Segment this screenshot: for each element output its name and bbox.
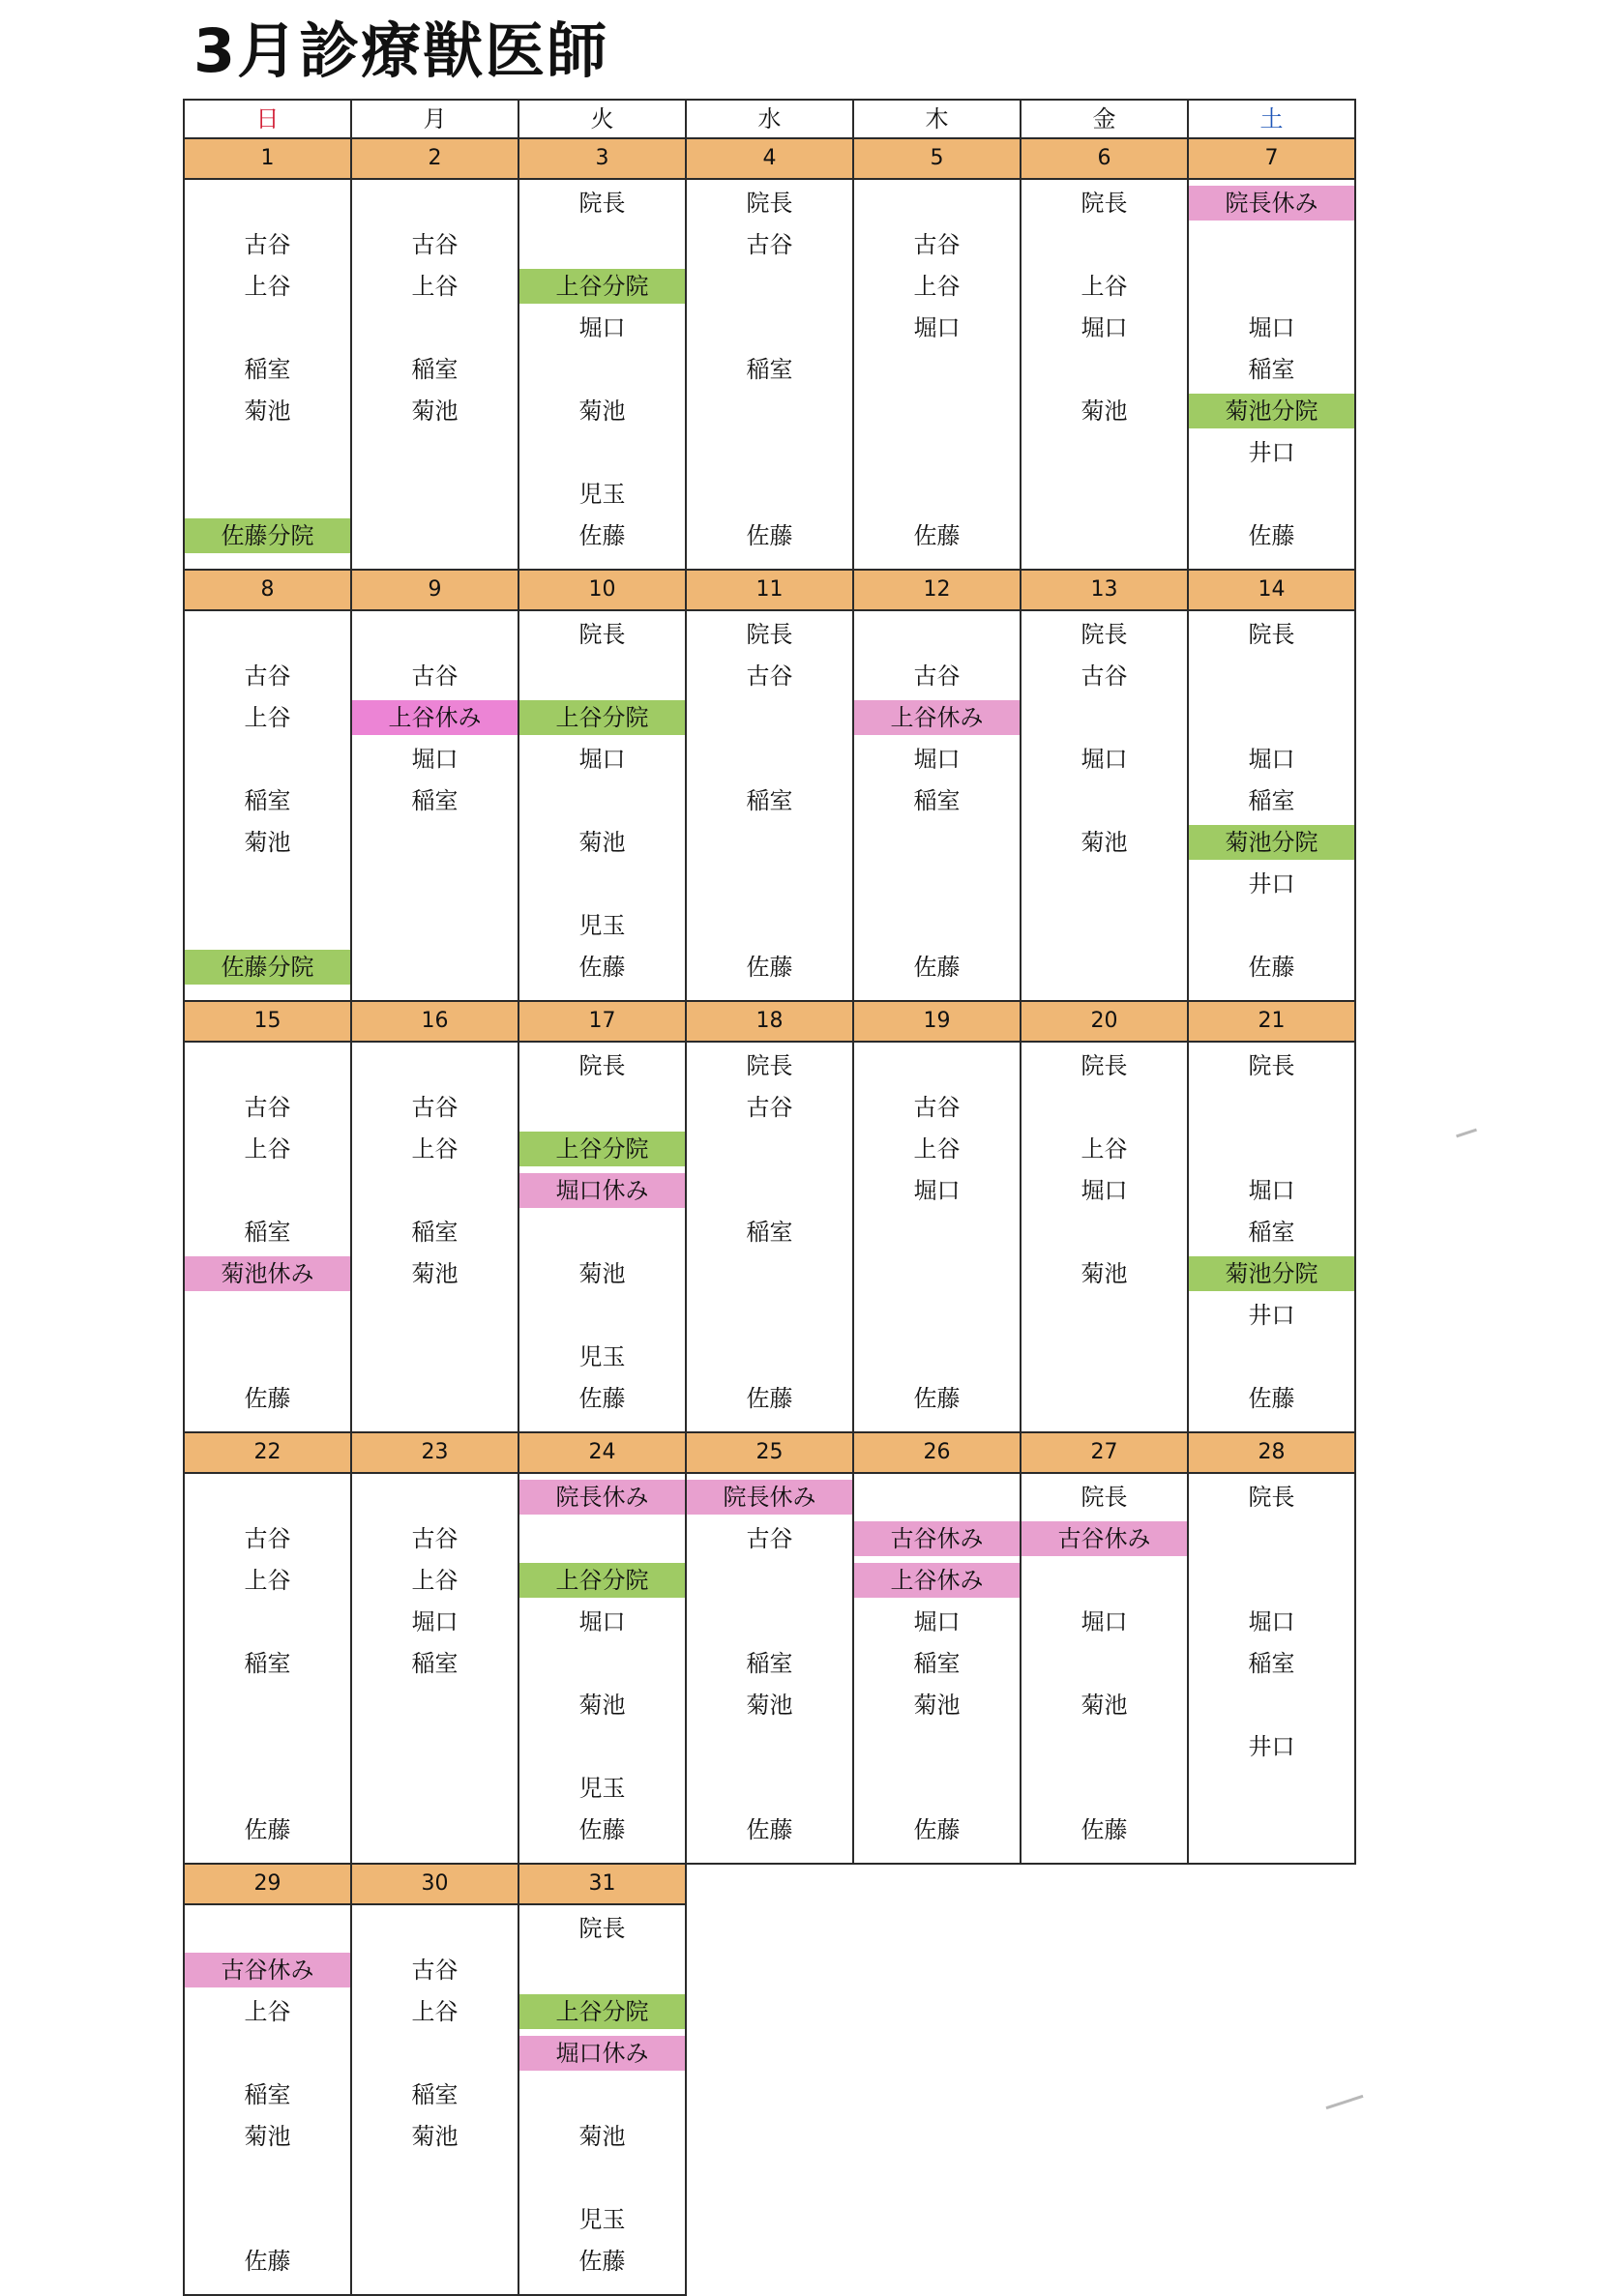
vet-name: 堀口 [1248,314,1295,341]
vet-name: 院長 [1081,190,1128,217]
vet-name: 古谷 [913,662,961,690]
vet-name: 院長 [1081,1052,1128,1079]
vet-name: 古谷 [913,1094,961,1121]
date-number: 11 [686,570,853,610]
vet-name: 院長 [746,1052,793,1079]
vet-name: 稲室 [1248,356,1295,383]
vet-name: 堀口 [913,746,961,773]
vet-name: 堀口 [1248,1177,1295,1204]
vet-name: 稲室 [1248,787,1295,814]
date-number: 31 [518,1864,686,1904]
vet-name: 児玉 [578,912,626,939]
vet-name: 菊池 [1081,829,1128,856]
vet-name: 稲室 [746,1219,793,1246]
vet-name: 佐藤 [244,1385,291,1412]
day-schedule-cell [1021,1042,1188,1432]
vet-name: 稲室 [746,1650,793,1677]
vet-name: 院長 [578,190,626,217]
date-number: 27 [1021,1432,1188,1473]
day-off-badge: 古谷休み [1022,1521,1187,1556]
branch-assignment-badge: 佐藤分院 [185,950,350,985]
date-number: 26 [853,1432,1021,1473]
date-number: 14 [1188,570,1355,610]
vet-name: 稲室 [411,1650,459,1677]
vet-name: 上谷 [1081,273,1128,300]
vet-name: 古谷 [1081,662,1128,690]
branch-assignment-badge: 佐藤分院 [185,518,350,553]
vet-name: 院長 [1248,621,1295,648]
branch-assignment-badge: 上谷分院 [519,1994,685,2029]
day-schedule-cell [686,1473,853,1864]
day-schedule-cell [351,1042,518,1432]
vet-name: 堀口 [578,314,626,341]
vet-name: 堀口 [1081,1608,1128,1635]
vet-name: 古谷 [244,1525,291,1552]
vet-name: 院長 [578,1052,626,1079]
day-schedule-cell [686,1042,853,1432]
vet-name: 菊池 [578,1692,626,1719]
date-number: 24 [518,1432,686,1473]
vet-name: 院長 [578,1915,626,1942]
vet-name: 稲室 [746,787,793,814]
vet-name: 堀口 [913,1608,961,1635]
date-number: 13 [1021,570,1188,610]
vet-name: 上谷 [244,1998,291,2025]
day-schedule-cell [351,179,518,570]
day-off-badge: 上谷休み [352,700,518,735]
branch-assignment-badge: 上谷分院 [519,1132,685,1166]
vet-name: 佐藤 [913,522,961,549]
vet-name: 稲室 [411,1219,459,1246]
vet-name: 堀口 [578,1608,626,1635]
vet-name: 佐藤 [746,1385,793,1412]
vet-name: 堀口 [1081,1177,1128,1204]
vet-name: 児玉 [578,1343,626,1370]
date-number: 2 [351,138,518,179]
day-off-badge: 院長休み [519,1480,685,1515]
vet-name: 堀口 [578,746,626,773]
date-number: 6 [1021,138,1188,179]
schedule-row [184,610,1355,1001]
vet-name: 古谷 [411,1957,459,1984]
vet-name: 菊池 [1081,1260,1128,1287]
vet-name: 児玉 [578,1775,626,1802]
vet-name: 佐藤 [1248,1385,1295,1412]
pen-mark [1456,1129,1477,1138]
vet-name: 院長 [1081,1484,1128,1511]
day-schedule-cell [853,610,1021,1001]
calendar [183,99,1356,2296]
vet-name: 佐藤 [913,954,961,981]
vet-name: 院長 [1248,1484,1295,1511]
vet-name: 佐藤 [244,1816,291,1843]
vet-name: 稲室 [244,1650,291,1677]
schedule-row [184,1473,1355,1864]
day-schedule-cell [518,179,686,570]
vet-name: 古谷 [746,1094,793,1121]
vet-name: 上谷 [1081,1135,1128,1163]
vet-name: 古谷 [411,662,459,690]
vet-name: 稲室 [244,787,291,814]
day-schedule-cell [518,610,686,1001]
day-schedule-cell [184,610,351,1001]
day-of-week-header: 水 [686,100,853,138]
vet-name: 上谷 [244,273,291,300]
vet-name: 井口 [1248,870,1295,898]
day-schedule-cell [184,179,351,570]
date-number: 16 [351,1001,518,1042]
vet-name: 佐藤 [746,1816,793,1843]
day-of-week-header: 金 [1021,100,1188,138]
date-number-row [184,1001,1355,1042]
vet-name: 堀口 [1248,1608,1295,1635]
vet-name: 稲室 [1248,1650,1295,1677]
branch-assignment-badge: 菊池分院 [1189,825,1354,860]
day-schedule-cell [853,1042,1021,1432]
vet-name: 佐藤 [244,2248,291,2275]
day-schedule-cell [1021,610,1188,1001]
vet-name: 菊池 [913,1692,961,1719]
vet-name: 菊池 [1081,397,1128,425]
vet-name: 佐藤 [578,1385,626,1412]
empty-cell [1188,1864,1355,1904]
date-number-row [184,138,1355,179]
vet-name: 稲室 [913,1650,961,1677]
date-number: 28 [1188,1432,1355,1473]
day-schedule-cell [1188,610,1355,1001]
vet-name: 佐藤 [578,522,626,549]
vet-name: 古谷 [411,231,459,258]
date-number: 15 [184,1001,351,1042]
vet-name: 古谷 [746,231,793,258]
vet-name: 上谷 [244,704,291,731]
date-number: 21 [1188,1001,1355,1042]
day-schedule-cell [1188,1042,1355,1432]
vet-name: 佐藤 [913,1385,961,1412]
vet-name: 堀口 [913,1177,961,1204]
vet-name: 稲室 [244,2081,291,2108]
vet-name: 菊池 [244,829,291,856]
date-number: 19 [853,1001,1021,1042]
date-number: 25 [686,1432,853,1473]
day-schedule-cell [1188,1473,1355,1864]
day-off-badge: 古谷休み [854,1521,1020,1556]
vet-name: 上谷 [411,1135,459,1163]
vet-name: 佐藤 [1248,954,1295,981]
date-number: 3 [518,138,686,179]
day-schedule-cell [351,1473,518,1864]
day-schedule-cell [1021,1473,1188,1864]
date-number: 9 [351,570,518,610]
vet-name: 佐藤 [1081,1816,1128,1843]
vet-name: 古谷 [913,231,961,258]
vet-name: 稲室 [411,2081,459,2108]
empty-cell [686,1864,853,1904]
vet-name: 菊池 [1081,1692,1128,1719]
date-number: 29 [184,1864,351,1904]
day-schedule-cell [1188,179,1355,570]
vet-name: 佐藤 [578,1816,626,1843]
date-number: 8 [184,570,351,610]
day-off-badge: 古谷休み [185,1953,350,1987]
empty-cell [853,1864,1021,1904]
vet-name: 上谷 [244,1567,291,1594]
day-schedule-cell [518,1042,686,1432]
vet-name: 菊池 [411,1260,459,1287]
date-number: 30 [351,1864,518,1904]
vet-name: 稲室 [746,356,793,383]
vet-name: 稲室 [411,356,459,383]
branch-assignment-badge: 上谷分院 [519,269,685,304]
vet-name: 佐藤 [746,954,793,981]
vet-name: 上谷 [913,1135,961,1163]
vet-name: 上谷 [411,1567,459,1594]
vet-name: 院長 [578,621,626,648]
vet-name: 古谷 [411,1094,459,1121]
day-of-week-row [184,100,1355,138]
vet-name: 堀口 [411,1608,459,1635]
date-number-row [184,570,1355,610]
day-schedule-cell [351,1904,518,2295]
vet-name: 院長 [1081,621,1128,648]
vet-name: 堀口 [1081,746,1128,773]
day-schedule-cell [184,1904,351,2295]
vet-name: 堀口 [1248,746,1295,773]
vet-name: 稲室 [411,787,459,814]
vet-name: 堀口 [913,314,961,341]
vet-name: 稲室 [1248,1219,1295,1246]
date-number: 10 [518,570,686,610]
day-of-week-header: 日 [184,100,351,138]
date-number: 4 [686,138,853,179]
day-schedule-cell [1021,179,1188,570]
vet-name: 井口 [1248,439,1295,466]
date-number: 22 [184,1432,351,1473]
branch-assignment-badge: 上谷分院 [519,1563,685,1598]
vet-name: 稲室 [913,787,961,814]
vet-name: 菊池 [746,1692,793,1719]
vet-name: 佐藤 [578,2248,626,2275]
schedule-row [184,179,1355,570]
date-number: 18 [686,1001,853,1042]
day-schedule-cell [518,1904,686,2295]
day-of-week-header: 火 [518,100,686,138]
schedule-row [184,1904,1355,2295]
day-of-week-header: 木 [853,100,1021,138]
vet-name: 上谷 [913,273,961,300]
vet-name: 児玉 [578,2206,626,2233]
branch-assignment-badge: 菊池分院 [1189,394,1354,428]
page-title: 3月診療獣医師 [193,15,609,86]
day-off-badge: 院長休み [687,1480,852,1515]
vet-name: 菊池 [578,397,626,425]
empty-cell [853,1904,1021,2295]
day-off-badge: 上谷休み [854,700,1020,735]
vet-name: 佐藤 [578,954,626,981]
vet-name: 菊池 [578,829,626,856]
vet-name: 児玉 [578,481,626,508]
vet-name: 古谷 [244,231,291,258]
vet-name: 古谷 [746,1525,793,1552]
vet-name: 菊池 [244,397,291,425]
branch-assignment-badge: 菊池分院 [1189,1256,1354,1291]
date-number-row [184,1432,1355,1473]
calendar-table [183,99,1356,2296]
vet-name: 菊池 [411,2123,459,2150]
empty-cell [1021,1864,1188,1904]
vet-name: 佐藤 [746,522,793,549]
vet-name: 上谷 [411,273,459,300]
day-of-week-header: 土 [1188,100,1355,138]
vet-name: 堀口 [1081,314,1128,341]
vet-name: 上谷 [244,1135,291,1163]
vet-name: 菊池 [578,1260,626,1287]
day-schedule-cell [351,610,518,1001]
vet-name: 菊池 [244,2123,291,2150]
empty-cell [1188,1904,1355,2295]
day-schedule-cell [184,1042,351,1432]
date-number: 5 [853,138,1021,179]
date-number: 23 [351,1432,518,1473]
day-of-week-header: 月 [351,100,518,138]
empty-cell [1021,1904,1188,2295]
date-number: 17 [518,1001,686,1042]
day-off-badge: 堀口休み [519,1173,685,1208]
day-off-badge: 院長休み [1189,186,1354,221]
vet-name: 井口 [1248,1733,1295,1760]
day-schedule-cell [686,179,853,570]
vet-name: 院長 [746,621,793,648]
date-number: 12 [853,570,1021,610]
empty-cell [686,1904,853,2295]
vet-name: 稲室 [244,1219,291,1246]
vet-name: 菊池 [578,2123,626,2150]
vet-name: 古谷 [244,662,291,690]
vet-name: 菊池 [411,397,459,425]
vet-name: 古谷 [244,1094,291,1121]
day-schedule-cell [686,610,853,1001]
vet-name: 井口 [1248,1302,1295,1329]
vet-name: 佐藤 [1248,522,1295,549]
vet-name: 古谷 [411,1525,459,1552]
vet-name: 堀口 [411,746,459,773]
schedule-row [184,1042,1355,1432]
day-schedule-cell [853,1473,1021,1864]
vet-name: 佐藤 [913,1816,961,1843]
day-schedule-cell [518,1473,686,1864]
vet-name: 稲室 [244,356,291,383]
vet-name: 上谷 [411,1998,459,2025]
date-number: 7 [1188,138,1355,179]
date-number: 1 [184,138,351,179]
vet-name: 院長 [1248,1052,1295,1079]
branch-assignment-badge: 上谷分院 [519,700,685,735]
date-number: 20 [1021,1001,1188,1042]
vet-name: 院長 [746,190,793,217]
day-schedule-cell [853,179,1021,570]
day-schedule-cell [184,1473,351,1864]
day-off-badge: 上谷休み [854,1563,1020,1598]
day-off-badge: 堀口休み [519,2036,685,2071]
date-number-row [184,1864,1355,1904]
vet-name: 古谷 [746,662,793,690]
day-off-badge: 菊池休み [185,1256,350,1291]
